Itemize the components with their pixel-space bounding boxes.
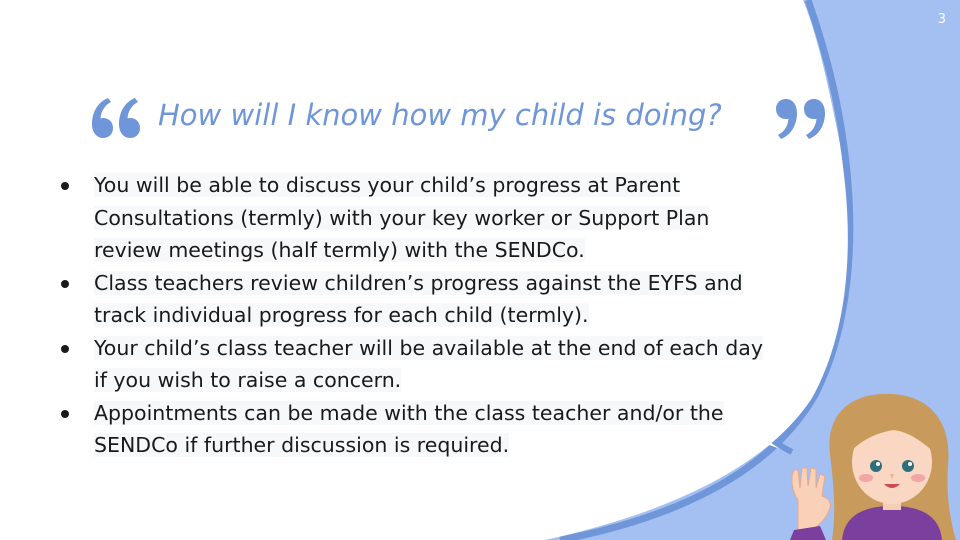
- bullet-list: [58, 169, 778, 462]
- page-number: 3: [937, 12, 946, 27]
- bullet-text: Appointments can be made with the class teacher and/or the SENDCo if further discussion is required.: [94, 400, 724, 457]
- bullet-item: [58, 332, 778, 397]
- bullet-dot: [61, 280, 69, 288]
- bullet-text: Class teachers review children’s progress against the EYFS and track individual progress for each child (termly).: [94, 270, 743, 327]
- bullet-item: [58, 267, 778, 332]
- bullet-text: You will be able to discuss your child’s progress at Parent Consultations (termly) with your key worker or Support Plan review meetings (half termly) with the SENDCo.: [94, 173, 710, 262]
- bullet-dot: [61, 345, 69, 353]
- waving-girl-illustration: [780, 380, 960, 540]
- bullet-dot: [61, 182, 69, 190]
- bullet-item: [58, 169, 778, 267]
- bullet-text: Your child’s class teacher will be available at the end of each day if you wish to raise a concern.: [94, 335, 764, 392]
- close-quote-icon: [773, 97, 829, 141]
- bullet-item: [58, 397, 778, 462]
- slide-title: How will I know how my child is doing?: [158, 98, 722, 132]
- open-quote-icon: [90, 96, 142, 140]
- bullet-dot: [61, 410, 69, 418]
